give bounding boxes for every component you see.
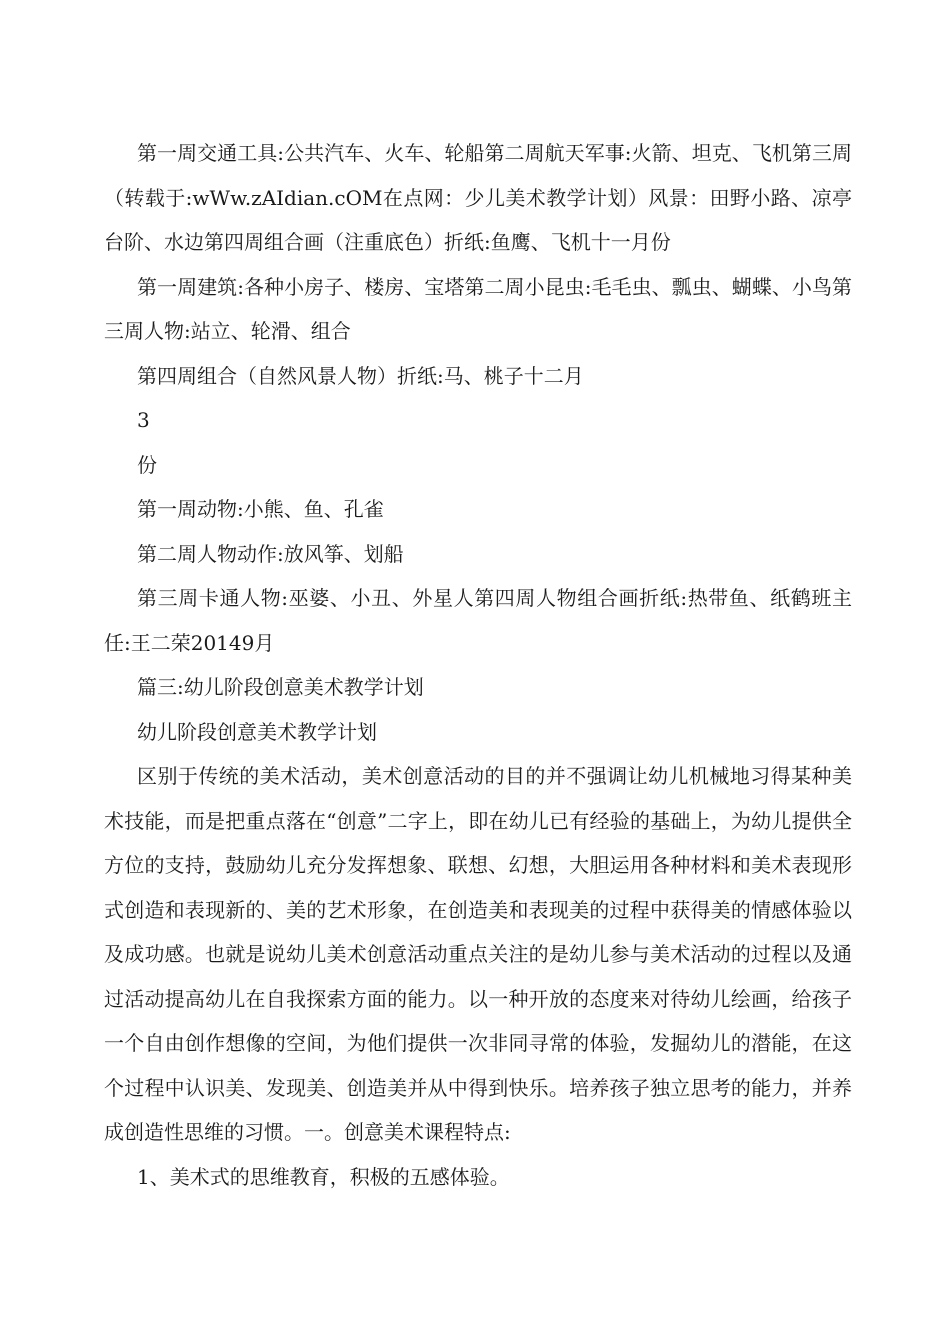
paragraph-schedule-cartoon: 第三周卡通人物:巫婆、小丑、外星人第四周人物组合画折纸:热带鱼、纸鹤班主任:王二荣20149月: [104, 586, 852, 655]
paragraph-schedule-week4-combination: 第四周组合（自然风景人物）折纸:马、桃子十二月: [137, 363, 584, 388]
section-title: 幼儿阶段创意美术教学计划: [137, 719, 377, 744]
paragraph-number: 3: [137, 408, 150, 432]
paragraph-schedule-buildings: 第一周建筑:各种小房子、楼房、宝塔第二周小昆虫:毛毛虫、瓢虫、蝴蝶、小鸟第三周人物:站立、轮滑、组合: [104, 274, 852, 343]
list-item-1: 1、美术式的思维教育，积极的五感体验。: [137, 1164, 510, 1189]
paragraph-intro: 区别于传统的美术活动，美术创意活动的目的并不强调让幼儿机械地习得某种美术技能，而是把重点落在“创意”二字上，即在幼儿已有经验的基础上，为幼儿提供全方位的支持，鼓励幼儿充分发挥想象、联想、幻想，大胆运用各种材料和美术表现形式创造和表现新的、美的艺术形象，在创造美和表现美的过程中获得美的情感体验以及成功感。也就是说幼儿美术创意活动重点关注的是幼儿参与美术活动的过程以及通过活动提高幼儿在自我探索方面的能力。以一种开放的态度来对待幼儿绘画，给孩子一个自由创作想像的空间，为他们提供一次非同寻常的体验，发掘幼儿的潜能，在这个过程中认识美、发现美、创造美并从中得到快乐。培养孩子独立思考的能力，并养成创造性思维的习惯。一。创意美术课程特点:: [104, 764, 852, 1144]
document-body: [104, 131, 852, 1199]
paragraph-schedule-animals: 第一周动物:小熊、鱼、孔雀: [137, 497, 384, 521]
paragraph-schedule-actions: 第二周人物动作:放风筝、划船: [137, 541, 404, 566]
section-heading: 篇三:幼儿阶段创意美术教学计划: [137, 675, 424, 699]
paragraph-month-suffix: 份: [137, 452, 157, 477]
paragraph-schedule-week1-transport: 第一周交通工具:公共汽车、火车、轮船第二周航天军事:火箭、坦克、飞机第三周（转载于:wWw.zAIdian.cOM在点网：少儿美术教学计划）风景：田野小路、凉亭台阶、水边第四周组合画（注重底色）折纸:鱼鹰、飞机十一月份: [104, 141, 852, 254]
